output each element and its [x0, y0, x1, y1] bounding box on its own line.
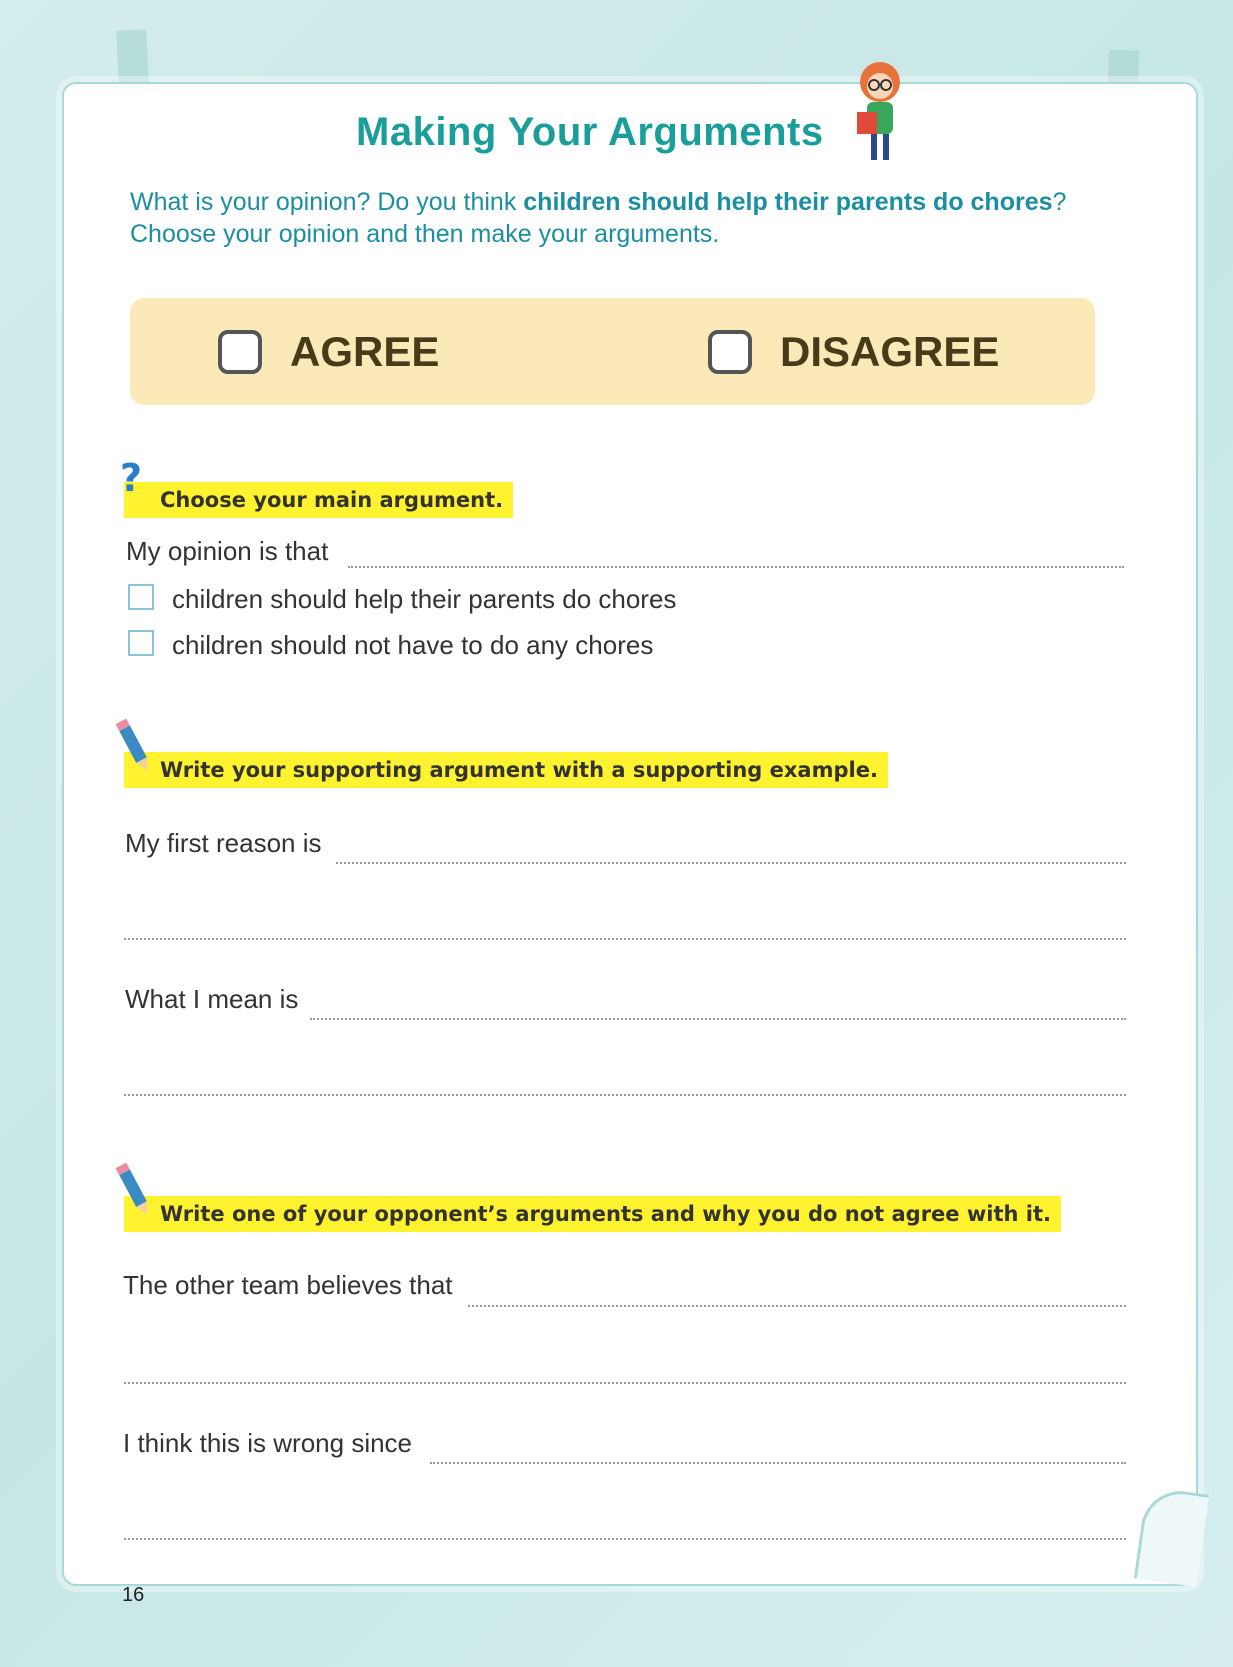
question-mark-icon: ? — [120, 456, 143, 500]
what-i-mean-line-2[interactable] — [124, 1094, 1126, 1096]
wrong-since-prompt: I think this is wrong since — [123, 1428, 413, 1458]
wrong-since-line-1[interactable] — [430, 1462, 1126, 1464]
page-number: 16 — [122, 1584, 145, 1606]
section1-heading — [120, 456, 513, 518]
opinion-choice-bar — [130, 298, 1095, 405]
what-i-mean-line-1[interactable] — [310, 1018, 1126, 1020]
disagree-option[interactable] — [708, 328, 999, 376]
intro-part-2: ? Choose your opinion and then make your arguments. — [130, 188, 1067, 248]
agree-option[interactable] — [218, 328, 439, 376]
page-title: Making Your Arguments — [356, 110, 824, 154]
main-opinion-line[interactable] — [348, 566, 1124, 568]
other-team-prompt: The other team believes that — [123, 1270, 453, 1300]
intro-part-1: What is your opinion? Do you think — [130, 188, 524, 216]
disagree-label: DISAGREE — [780, 328, 1000, 375]
section3-heading-text: Write one of your opponent’s arguments and why you do not agree with it. — [160, 1202, 1051, 1226]
intro-text — [130, 186, 1080, 250]
agree-checkbox[interactable] — [218, 330, 262, 374]
wrong-since-line-2[interactable] — [124, 1538, 1126, 1540]
other-team-line-2[interactable] — [124, 1382, 1126, 1384]
girl-reading-illustration — [845, 60, 915, 170]
main-opinion-prompt: My opinion is that — [126, 536, 329, 566]
first-reason-prompt: My first reason is — [125, 828, 322, 858]
agree-label: AGREE — [290, 328, 440, 375]
what-i-mean-prompt: What I mean is — [125, 984, 299, 1014]
option2-checkbox[interactable] — [128, 630, 154, 656]
intro-bold: children should help their parents do chores — [523, 188, 1053, 216]
section2-heading — [124, 752, 888, 788]
disagree-checkbox[interactable] — [708, 330, 752, 374]
section3-heading — [124, 1196, 1061, 1232]
section1-heading-text: Choose your main argument. — [160, 488, 504, 512]
option2-label: children should not have to do any chores — [172, 630, 654, 660]
other-team-line-1[interactable] — [468, 1305, 1126, 1307]
option1-checkbox[interactable] — [128, 584, 154, 610]
first-reason-line-2[interactable] — [124, 938, 1126, 940]
section2-heading-text: Write your supporting argument with a supporting example. — [160, 758, 878, 782]
option1-label: children should help their parents do chores — [172, 584, 677, 614]
first-reason-line-1[interactable] — [336, 862, 1126, 864]
